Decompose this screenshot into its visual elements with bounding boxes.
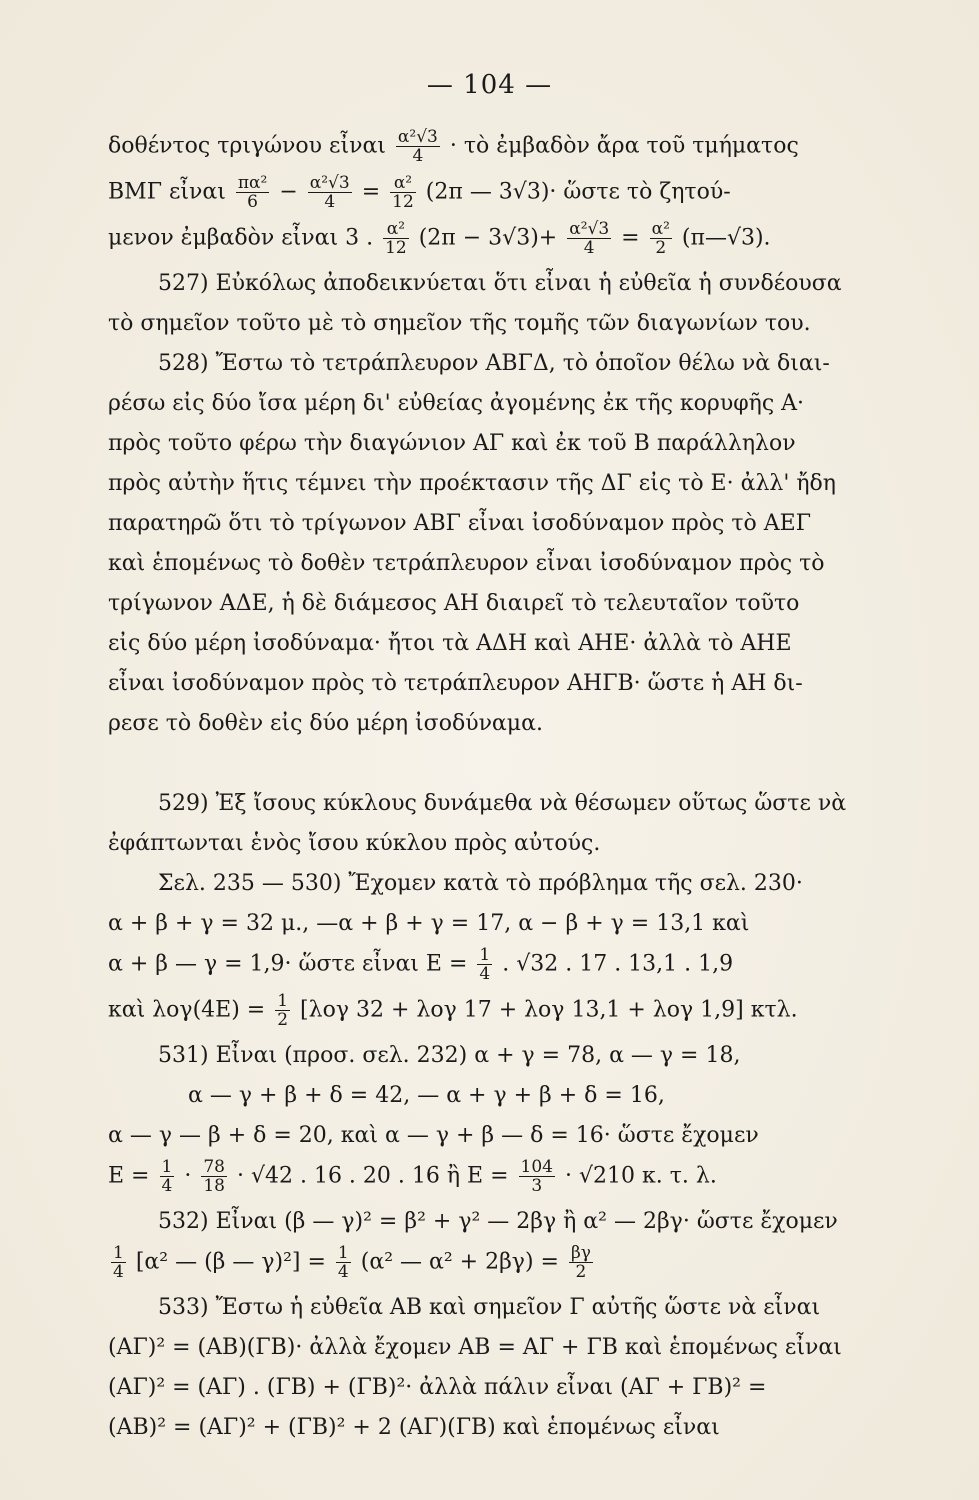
text-line: $\frac{1}{4}$ [α² — (β — γ)²] = $\frac{1}{4}$ (α² — α² + 2βγ) = $\frac{\beta\gamma}{2}$	[113, 1243, 591, 1282]
text-line: ἐφάπτωνται ἑνὸς ἴσου κύκλου πρὸς αὐτούς.	[108, 831, 601, 856]
fraction: $\frac{\text{α²√3}}{4}$	[397, 127, 438, 166]
fraction: $\frac{1}{4}$	[113, 1243, 124, 1282]
fraction: $\frac{\text{α²}}{2}$	[651, 219, 670, 258]
text-line: πρὸς τοῦτο φέρω τὴν διαγώνιον ΑΓ καὶ ἐκ τοῦ Β παράλληλον	[108, 431, 796, 456]
text-line: α + β + γ = 32 μ., —α + β + γ = 17, α − β + γ = 13,1 καὶ	[108, 911, 750, 936]
text-line: Σελ. 235 — 530) Ἔχομεν κατὰ τὸ πρόβλημα τῆς σελ. 230·	[158, 871, 803, 896]
text-line: 531) Εἶναι (προσ. σελ. 232) α + γ = 78, α — γ = 18,	[158, 1043, 741, 1068]
text-line: α + β — γ = 1,9· ὥστε εἶναι Ε = $\frac{1}{4}$ . √32 . 17 . 13,1 . 1,9	[108, 945, 734, 984]
text-line: (ΑΒ)² = (ΑΓ)² + (ΓΒ)² + 2 (ΑΓ)(ΓΒ) καὶ ἑπομένως εἶναι	[108, 1415, 720, 1440]
fraction: $\frac{1}{4}$	[337, 1243, 349, 1282]
text-line: μενον ἐμβαδὸν εἶναι 3 . $\frac{\text{α²}}{12}$ (2π − 3√3)+ $\frac{\text{α²√3}}{4}$ = $\frac{\text{α²}}{2}$ (π—√3).	[108, 219, 771, 258]
fraction: $\frac{\text{α²}}{12}$	[392, 173, 414, 212]
text-line: δοθέντος τριγώνου εἶναι $\frac{\text{α²√3}}{4}$ · τὸ ἐμβαδὸν ἄρα τοῦ τμήματος	[108, 127, 799, 166]
text-line: (ΑΓ)² = (ΑΓ) . (ΓΒ) + (ΓΒ)²· ἀλλὰ πάλιν εἶναι (ΑΓ + ΓΒ)² =	[108, 1375, 767, 1400]
text-line: 527) Εὐκόλως ἀποδεικνύεται ὅτι εἶναι ἡ εὐθεῖα ἡ συνδέουσα	[158, 271, 842, 296]
text-line: 528) Ἔστω τὸ τετράπλευρον ΑΒΓΔ, τὸ ὁποῖον θέλω νὰ διαι-	[158, 351, 830, 376]
text-line	[108, 746, 888, 786]
text-line: Ε = $\frac{1}{4}$ · $\frac{78}{18}$ · √42 . 16 . 20 . 16 ἢ Ε = $\frac{104}{3}$ · √210 κ. τ. λ.	[108, 1157, 717, 1196]
text-line: 533) Ἔστω ἡ εὐθεῖα ΑΒ καὶ σημεῖον Γ αὐτῆς ὥστε νὰ εἶναι	[158, 1295, 821, 1320]
fraction: $\frac{104}{3}$	[520, 1157, 553, 1196]
fraction: $\frac{1}{2}$	[277, 991, 289, 1030]
fraction: $\frac{\text{πα²}}{6}$	[237, 173, 268, 212]
text-line: παρατηρῶ ὅτι τὸ τρίγωνον ΑΒΓ εἶναι ἰσοδύναμον πρὸς τὸ ΑΕΓ	[108, 511, 811, 536]
text-line: α — γ — β + δ = 20, καὶ α — γ + β — δ = 16· ὥστε ἔχομεν	[108, 1123, 759, 1148]
fraction: $\frac{\text{α²}}{12}$	[385, 219, 407, 258]
fraction: $\frac{\beta\gamma}{2}$	[570, 1243, 591, 1282]
text-line: (ΑΓ)² = (ΑΒ)(ΓΒ)· ἀλλὰ ἔχομεν ΑΒ = ΑΓ + ΓΒ καὶ ἑπομένως εἶναι	[108, 1335, 842, 1360]
text-line: α — γ + β + δ = 42, — α + γ + β + δ = 16,	[188, 1083, 665, 1108]
text-line: 529) Ἐξ ἴσους κύκλους δυνάμεθα νὰ θέσωμεν οὕτως ὥστε νὰ	[158, 791, 847, 816]
fraction: $\frac{1}{4}$	[479, 945, 491, 984]
fraction: $\frac{78}{18}$	[203, 1157, 225, 1196]
text-line: ΒΜΓ εἶναι $\frac{\text{πα²}}{6}$ − $\frac{\text{α²√3}}{4}$ = $\frac{\text{α²}}{12}$ (2π — 3√3)· ὥστε τὸ ζητού-	[108, 173, 731, 212]
text-line: τρίγωνον ΑΔΕ, ἡ δὲ διάμεσος ΑΗ διαιρεῖ τὸ τελευταῖον τοῦτο	[108, 591, 800, 616]
text-line: πρὸς αὐτὴν ἥτις τέμνει τὴν προέκτασιν τῆς ΔΓ εἰς τὸ Ε· ἀλλ' ἤδη	[108, 471, 836, 496]
page-number: — 104 —	[426, 70, 553, 100]
text-line: τὸ σημεῖον τοῦτο μὲ τὸ σημεῖον τῆς τομῆς τῶν διαγωνίων του.	[108, 311, 811, 336]
text-line: εἶναι ἰσοδύναμον πρὸς τὸ τετράπλευρον ΑΗΓΒ· ὥστε ἡ ΑΗ δι-	[108, 671, 803, 696]
text-line: ρέσω εἰς δύο ἴσα μέρη δι' εὐθείας ἀγομένης ἐκ τῆς κορυφῆς Α·	[108, 391, 805, 416]
text-line: καὶ ἑπομένως τὸ δοθὲν τετράπλευρον εἶναι ἰσοδύναμον πρὸς τὸ	[108, 551, 825, 576]
fraction: $\frac{\text{α²√3}}{4}$	[569, 219, 610, 258]
text-line: εἰς δύο μέρη ἰσοδύναμα· ἤτοι τὰ ΑΔΗ καὶ ΑΗΕ· ἀλλὰ τὸ ΑΗΕ	[108, 631, 792, 656]
text-line: 532) Εἶναι (β — γ)² = β² + γ² — 2βγ ἢ α² — 2βγ· ὥστε ἔχομεν	[158, 1209, 838, 1234]
fraction: $\frac{1}{4}$	[161, 1157, 173, 1196]
page-body	[108, 128, 888, 1450]
text-line: καὶ λογ(4Ε) = $\frac{1}{2}$ [λογ 32 + λογ 17 + λογ 13,1 + λογ 1,9] κτλ.	[108, 991, 798, 1030]
fraction: $\frac{\text{α²√3}}{4}$	[309, 173, 350, 212]
text-line: ρεσε τὸ δοθὲν εἰς δύο μέρη ἰσοδύναμα.	[108, 711, 543, 736]
